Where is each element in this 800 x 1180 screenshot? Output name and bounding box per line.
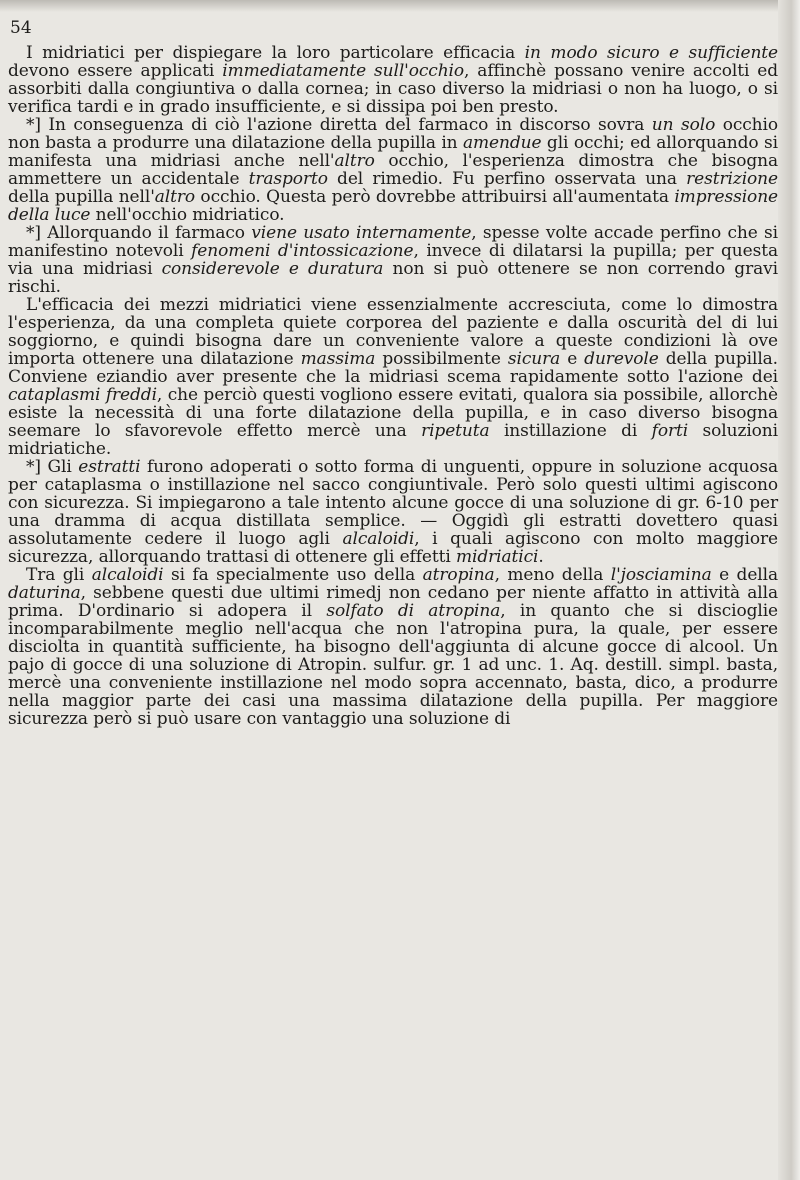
scan-top-shadow — [0, 0, 800, 12]
paragraph-midriatici-application: I midriatici per dispiegare la loro particolare efficacia in modo sicuro e sufficiente devono essere applicati immediatamente sull'occhio, affinchè possano venire accolti ed assorbiti dalla congiuntiva o dalla cornea; in caso diverso la midriasi o non ha luogo, o si verifica tardi e in grado insufficiente, e si dissipa poi ben presto. — [8, 43, 779, 117]
footnote-one-eye: *] In conseguenza di ciò l'azione diretta del farmaco in discorso sovra un solo occhio non basta a produrre una dilatazione della pupilla in amendue gli occhi; ed allorquando si manifesta una midriasi anche nell'altro occhio, l'esperienza dimostra che bisogna ammettere un accidentale trasporto del rimedio. Fu perfino osservata una restrizione della pupilla nell'altro occhio. Questa però dovrebbe attribuirsi all'aumentata impressione della luce nell'occhio midriatico. — [8, 115, 779, 225]
scan-binding-edge — [778, 0, 800, 1180]
page-number: 54 — [10, 18, 32, 38]
book-page — [8, 18, 778, 728]
footnote-extracts: *] Gli estratti furono adoperati o sotto forma di unguenti, oppure in soluzione acquosa per cataplasma o instillazione nel sacco congiuntivale. Però solo questi ultimi agiscono con sicurezza. Si impiegarono a tale intento alcune gocce di una soluzione di gr. 6-10 per una dramma di acqua distillata semplice. — Oggidì gli estratti dovettero quasi assolutamente cedere il luogo agli alcaloidi, i quali agiscono con molto maggiore sicurezza, allorquando trattasi di ottenere gli effetti midriatici. — [8, 457, 778, 567]
paragraph-efficacy: L'efficacia dei mezzi midriatici viene essenzialmente accresciuta, come lo dimostra l'esperienza, da una completa quiete corporea del paziente e dalla oscurità del di lui soggiorno, e quindi bisogna dare un conveniente valore a queste condizioni là ove importa ottenere una dilatazione massima possibilmente sicura e durevole della pupilla. Conviene eziandio aver presente che la midriasi scema rapidamente sotto l'azione dei cataplasmi freddi, che perciò questi vogliono essere evitati, qualora sia possibile, allorchè esiste la necessità di una forte dilatazione della pupilla, e in caso diverso bisogna seemare lo sfavorevole effetto mercè una ripetuta instillazione di forti soluzioni midriatiche. — [8, 295, 778, 459]
paragraph-alcaloidi: Tra gli alcaloidi si fa specialmente uso della atropina, meno della l'josciamina e della daturina, sebbene questi due ultimi rimedj non cedano per niente affatto in attività alla prima. D'ordinario si adopera il solfato di atropina, in quanto che si discioglie incomparabilmente meglio nell'acqua che non l'atropina pura, la quale, per essere disciolta in quantità sufficiente, ha bisogno dell'aggiunta di alcune gocce di alcool. Un pajo di gocce di una soluzione di Atropin. sulfur. gr. 1 ad unc. 1. Aq. destill. simpl. basta, mercè una conveniente instillazione nel modo sopra accennato, basta, dico, a produrre nella maggior parte dei casi una massima dilatazione della pupilla. Per maggiore sicurezza però si può usare con vantaggio una soluzione di — [8, 565, 778, 729]
footnote-internal-use: *] Allorquando il farmaco viene usato internamente, spesse volte accade perfino che si manifestino notevoli fenomeni d'intossicazione, invece di dilatarsi la pupilla; per questa via una midriasi considerevole e duratura non si può ottenere se non correndo gravi rischi. — [8, 223, 779, 297]
